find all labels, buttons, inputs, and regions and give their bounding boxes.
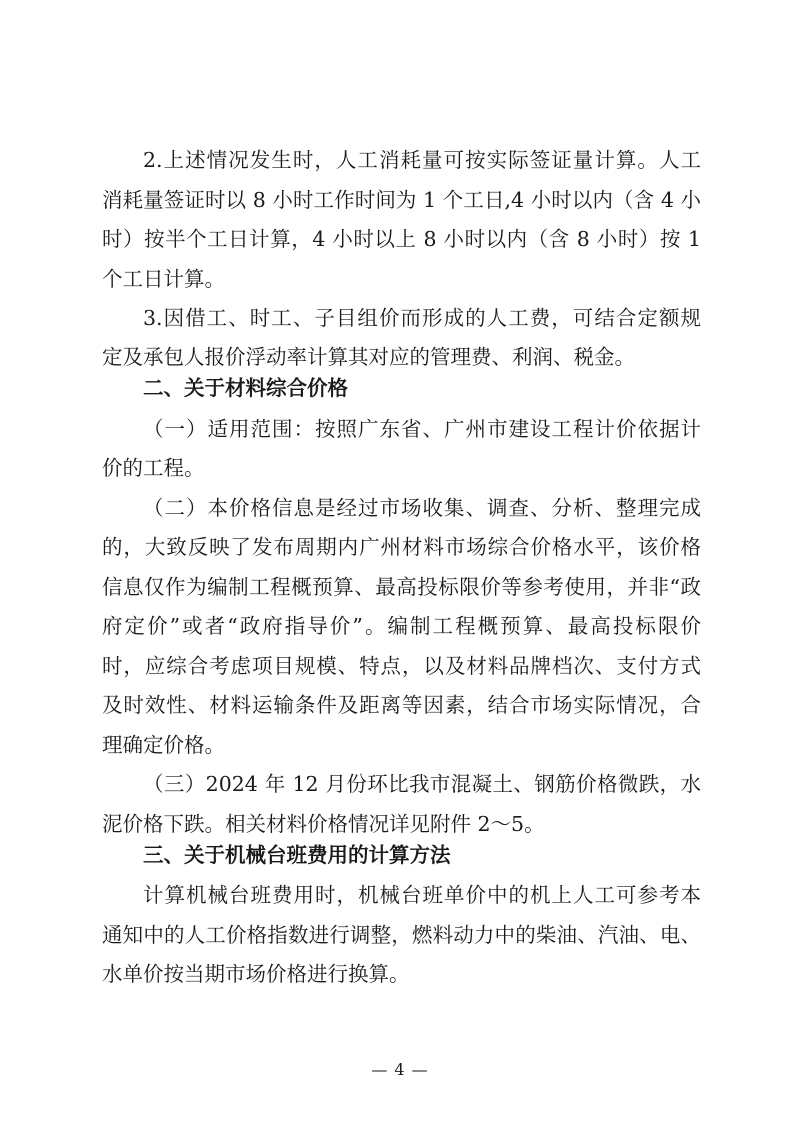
paragraph-line: 泥价格下跌。相关材料价格情况详见附件 2～5。 [102,812,545,836]
paragraph-line: 价的工程。 [102,456,205,480]
paragraph-line: 及时效性、材料运输条件及距离等因素，结合市场实际情况，合 [102,693,701,717]
paragraph-line: （三）2024 年 12 月份环比我市混凝土、钢筋价格微跌，水 [143,772,701,796]
paragraph-line: 计算机械台班费用时，机械台班单价中的机上人工可参考本 [143,883,701,907]
page-number: — 4 — [371,1060,429,1079]
paragraph-line: 个工日计算。 [102,267,225,291]
paragraph-line: 理确定价格。 [102,733,225,757]
paragraph-line: （二）本价格信息是经过市场收集、调查、分析、整理完成 [143,496,701,520]
paragraph-line: 的，大致反映了发布周期内广州材料市场综合价格水平，该价格 [102,535,701,559]
paragraph-line: 消耗量签证时以 8 小时工作时间为 1 个工日,4 小时以内（含 4 小 [102,188,701,212]
paragraph-line: （一）适用范围：按照广东省、广州市建设工程计价依据计 [143,417,701,441]
paragraph-line: 通知中的人工价格指数进行调整，燃料动力中的柴油、汽油、电、 [102,923,701,947]
paragraph-line: 府定价”或者“政府指导价”。编制工程概预算、最高投标限价 [102,614,701,638]
paragraph-line: 信息仅作为编制工程概预算、最高投标限价等参考使用，并非“政 [102,575,701,599]
paragraph-line: 3.因借工、时工、子目组价而形成的人工费，可结合定额规 [143,306,701,330]
paragraph-line: 定及承包人报价浮动率计算其对应的管理费、利润、税金。 [102,345,635,369]
section-heading: 三、关于机械台班费用的计算方法 [143,843,451,867]
paragraph-line: 时，应综合考虑项目规模、特点，以及材料品牌档次、支付方式 [102,654,701,678]
section-heading: 二、关于材料综合价格 [143,376,348,400]
paragraph-line: 2.上述情况发生时，人工消耗量可按实际签证量计算。人工 [143,148,701,172]
paragraph-line: 水单价按当期市场价格进行换算。 [102,962,410,986]
paragraph-line: 时）按半个工日计算，4 小时以上 8 小时以内（含 8 小时）按 1 [102,227,701,251]
